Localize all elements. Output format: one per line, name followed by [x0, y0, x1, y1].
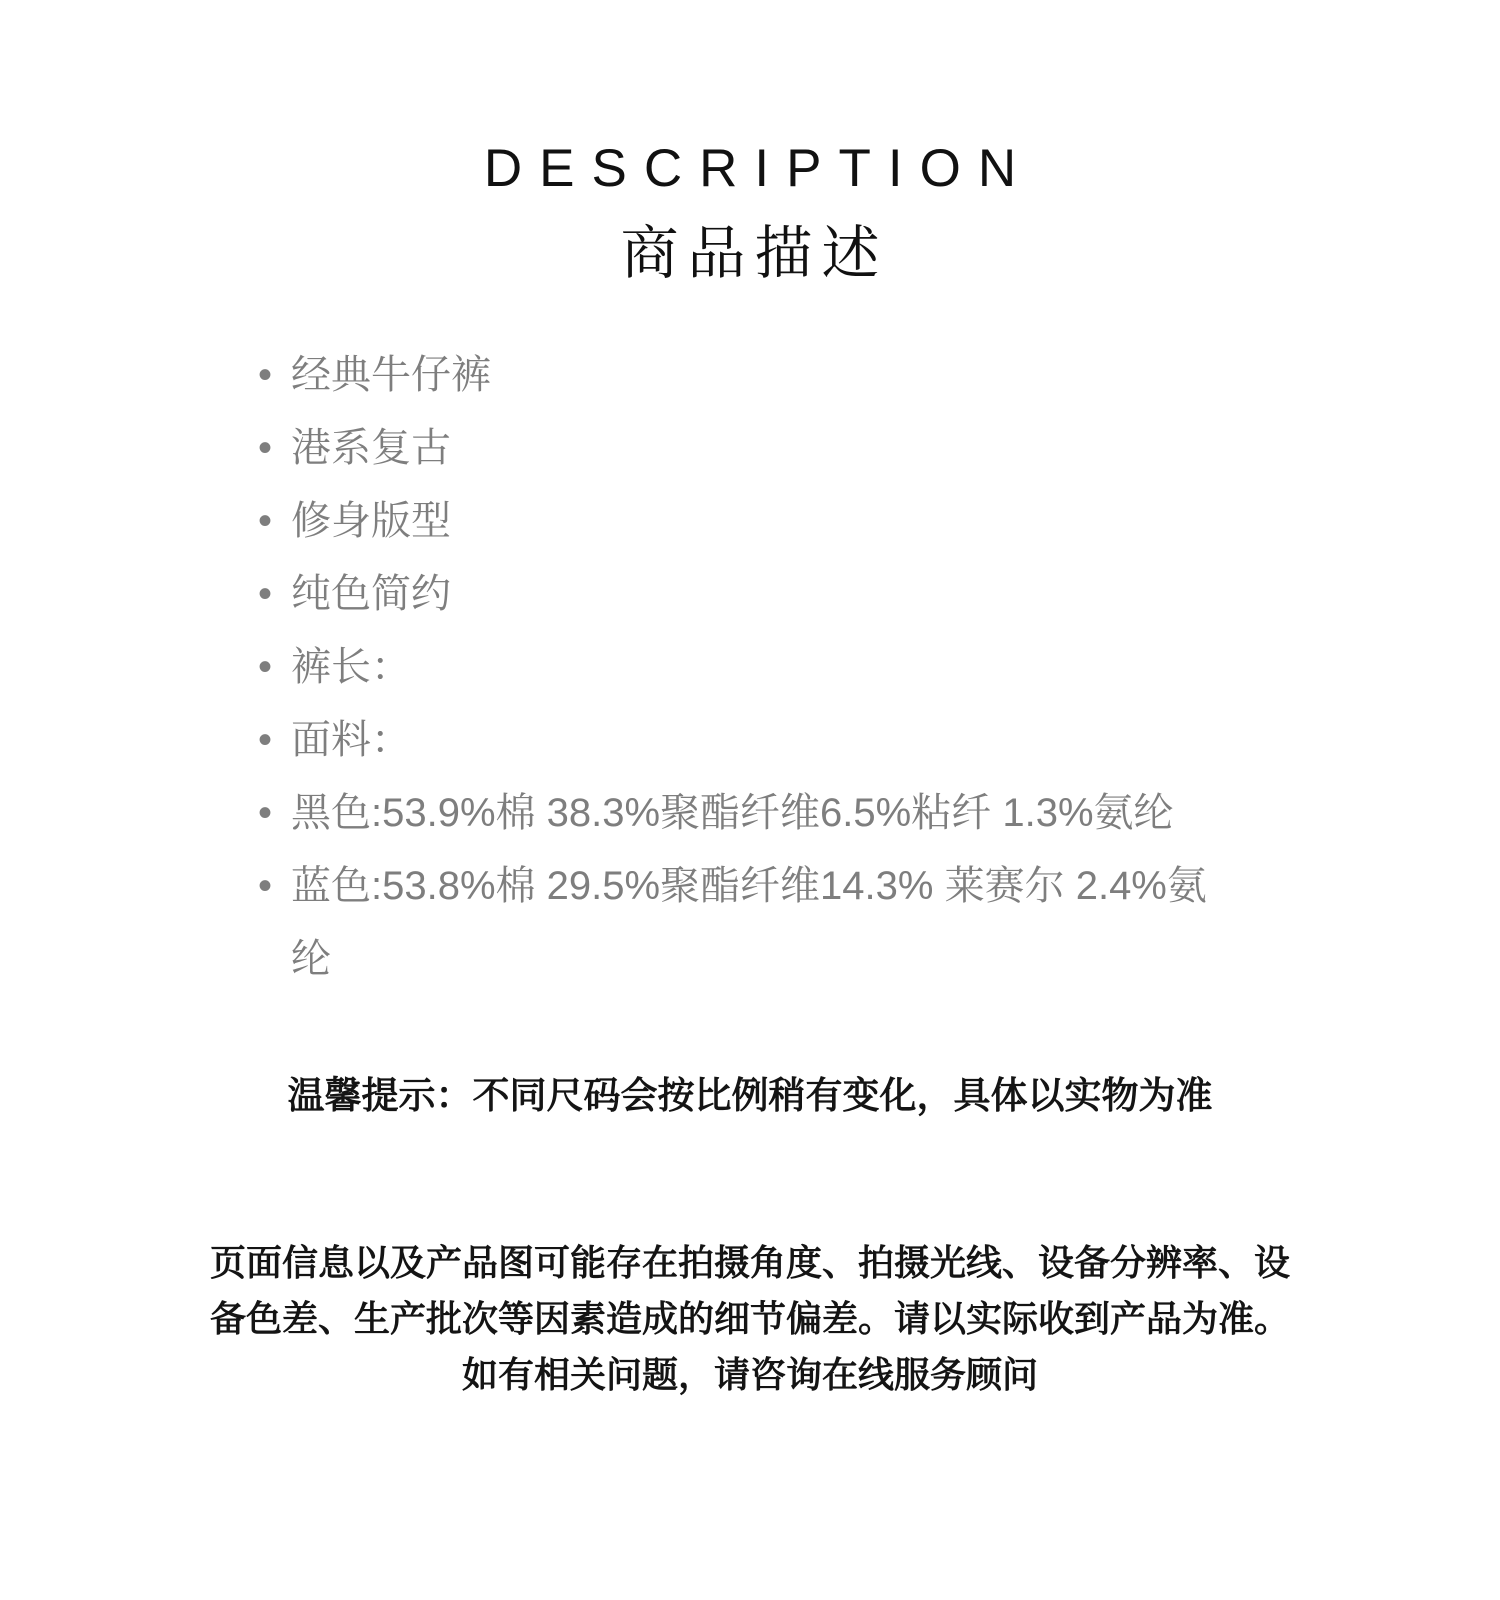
- list-item-label: 经典牛仔裤: [291, 353, 491, 397]
- bullet-dot-icon: •: [258, 645, 273, 689]
- size-variation-notice: 温馨提示：不同尺码会按比例稍有变化，具体以实物为准: [287, 1075, 1213, 1116]
- list-item-label: 纯色简约: [291, 572, 451, 616]
- bullet-dot-icon: •: [258, 499, 273, 543]
- section-title-english: DESCRIPTION: [483, 139, 1034, 198]
- bullet-dot-icon: •: [258, 718, 273, 762]
- list-item-fabric-black: [258, 777, 1351, 850]
- section-title-chinese: 商品描述: [620, 221, 889, 286]
- bullet-dot-icon: •: [258, 353, 273, 397]
- product-disclaimer: [0, 1235, 1500, 1403]
- list-item-style: [258, 339, 1351, 412]
- list-item-label: 裤长：: [291, 645, 411, 689]
- list-item-fabric: [258, 704, 1351, 777]
- list-item-pants-length: [258, 631, 1351, 704]
- list-item-label: 蓝色:53.8%棉 29.5%聚酯纤维14.3% 莱赛尔 2.4%氨: [291, 864, 1207, 908]
- list-item-style: [258, 412, 1351, 485]
- bullet-dot-icon: •: [258, 864, 273, 908]
- list-item-fit: [258, 485, 1351, 558]
- list-item-label-wrapped: 纶: [291, 937, 331, 981]
- bullet-dot-icon: •: [258, 791, 273, 835]
- list-item-fabric-blue: [258, 850, 1351, 996]
- list-item-label: 黑色:53.9%棉 38.3%聚酯纤维6.5%粘纤 1.3%氨纶: [291, 791, 1174, 835]
- list-item-label: 修身版型: [291, 499, 451, 543]
- description-bullet-list: [258, 339, 1500, 996]
- list-item-label: 港系复古: [291, 426, 451, 470]
- disclaimer-line: 备色差、生产批次等因素造成的细节偏差。请以实际收到产品为准。: [209, 1298, 1290, 1339]
- list-item-label: 面料：: [291, 718, 411, 762]
- bullet-dot-icon: •: [258, 426, 273, 470]
- bullet-dot-icon: •: [258, 572, 273, 616]
- disclaimer-line: 页面信息以及产品图可能存在拍摄角度、拍摄光线、设备分辨率、设: [209, 1242, 1290, 1283]
- disclaimer-line: 如有相关问题，请咨询在线服务顾问: [461, 1354, 1038, 1395]
- list-item-color: [258, 558, 1351, 631]
